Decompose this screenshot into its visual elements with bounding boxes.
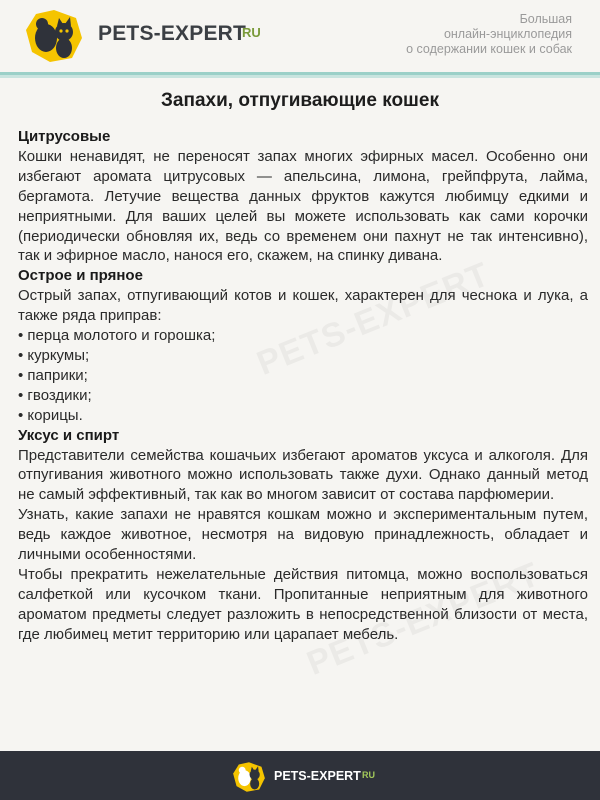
header — [0, 0, 600, 72]
section-heading-citrus: Цитрусовые — [18, 128, 111, 145]
tagline-line: о содержании кошек и собак — [406, 42, 572, 56]
list-item: • куркумы; — [18, 346, 90, 364]
paragraph-vinegar-1: Представители семейства кошачьих избегают ароматов уксуса и алкоголя. Для отпугивания животного можно использовать также духи. Однако данный метод не самый эффективный, так как во многом зависит от состава парфюмерии. — [18, 446, 588, 504]
footer-logo-suffix[interactable]: RU — [362, 770, 375, 780]
section-heading-vinegar: Уксус и спирт — [18, 426, 120, 444]
list-item: • перца молотого и горошка; — [18, 327, 216, 345]
page-title: Запахи, отпугивающие кошек — [161, 90, 439, 111]
cat-dog-logo-icon[interactable] — [24, 8, 84, 64]
paragraph-spicy: Острый запах, отпугивающий котов и кошек, характерен для чеснока и лука, а также ряда приправ: — [18, 287, 588, 325]
footer — [0, 751, 600, 800]
logo-suffix[interactable]: RU — [242, 25, 261, 40]
paragraph-citrus: Кошки ненавидят, не переносят запах многих эфирных масел. Особенно они избегают аромата цитрусовых — апельсина, лимона, грейпфрута, лайма, бергамота. Летучие вещества данных фруктов кажутся любимцу едкими и неприятными. Для ваших целей вы можете использовать как сами корочки (периодически обновляя их, ведь со временем они пахнут не так интенсивно), так и эфирное масло, нанося его, скажем, на спинку дивана. — [18, 147, 588, 265]
tagline-line: Большая — [519, 12, 572, 26]
site-tagline — [352, 12, 572, 57]
list-item: • корицы. — [18, 406, 83, 424]
list-item: • гвоздики; — [18, 386, 92, 404]
spice-list — [18, 326, 588, 426]
tagline-line: онлайн-энциклопедия — [443, 27, 572, 41]
footer-logo-name[interactable]: PETS-EXPERT — [274, 769, 361, 783]
list-item: • паприки; — [18, 366, 88, 384]
article-body — [18, 127, 588, 645]
paragraph-vinegar-2: Узнать, какие запахи не нравятся кошкам можно и экспериментальным путем, ведь каждое животное, несмотря на видовую принадлежность, обладает и личными особенностями. — [18, 506, 588, 564]
cat-dog-logo-icon[interactable] — [232, 761, 266, 793]
section-heading-spicy: Острое и пряное — [18, 267, 143, 285]
header-divider-light — [0, 75, 600, 78]
paragraph-vinegar-3: Чтобы прекратить нежелательные действия питомца, можно воспользоваться салфеткой или кусочком ткани. Пропитанные неприятным для животного ароматом предметы следует разложить в непосредственной близости от места, где любимец метит территорию или царапает мебель. — [18, 565, 588, 643]
logo-name[interactable]: PETS-EXPERT — [98, 22, 247, 45]
